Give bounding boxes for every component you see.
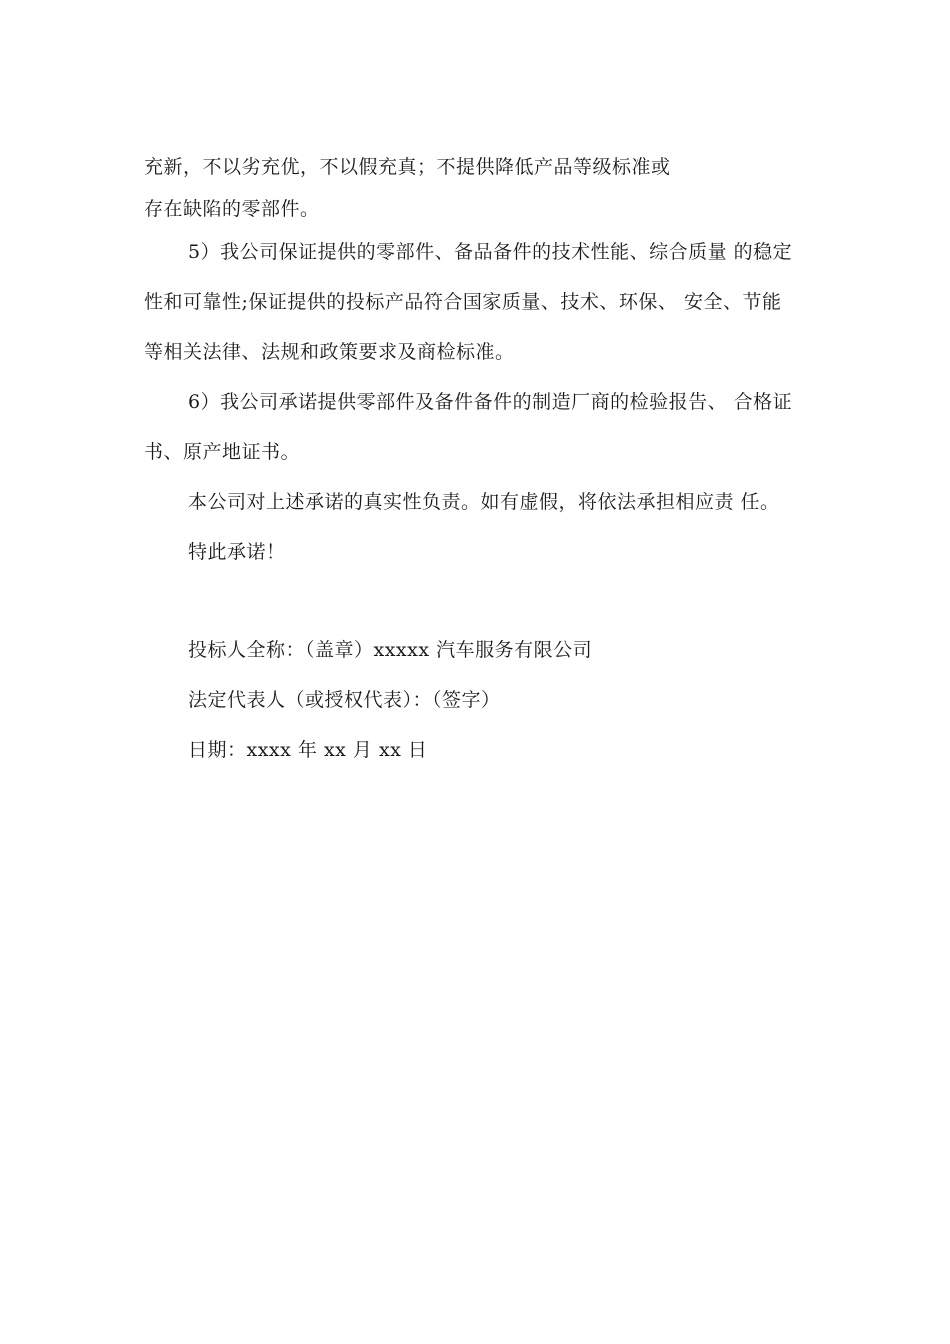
closing-statement: 特此承诺！ [188,541,286,563]
bidder-name: 投标人全称：（盖章）xxxxx 汽车服务有限公司 [188,639,593,661]
legal-representative: 法定代表人（或授权代表）：（签字） [188,689,501,711]
clause-6-line-1: 6）我公司承诺提供零部件及备件备件的制造厂商的检验报告、 合格证 [188,391,793,413]
signature-date: 日期：xxxx 年 xx 月 xx 日 [188,739,428,761]
responsibility-statement: 本公司对上述承诺的真实性负责。如有虚假，将依法承担相应责 任。 [188,491,780,513]
body-line-2: 存在缺陷的零部件。 [144,198,320,220]
clause-5-line-1: 5）我公司保证提供的零部件、备品备件的技术性能、综合质量 的稳定 [188,241,793,263]
body-line-1: 充新，不以劣充优，不以假充真；不提供降低产品等级标准或 [144,156,671,178]
clause-5-line-2: 性和可靠性;保证提供的投标产品符合国家质量、技术、环保、 安全、节能 [144,291,782,313]
clause-6-line-2: 书、原产地证书。 [144,441,301,463]
clause-5-line-3: 等相关法律、法规和政策要求及商检标准。 [144,341,515,363]
